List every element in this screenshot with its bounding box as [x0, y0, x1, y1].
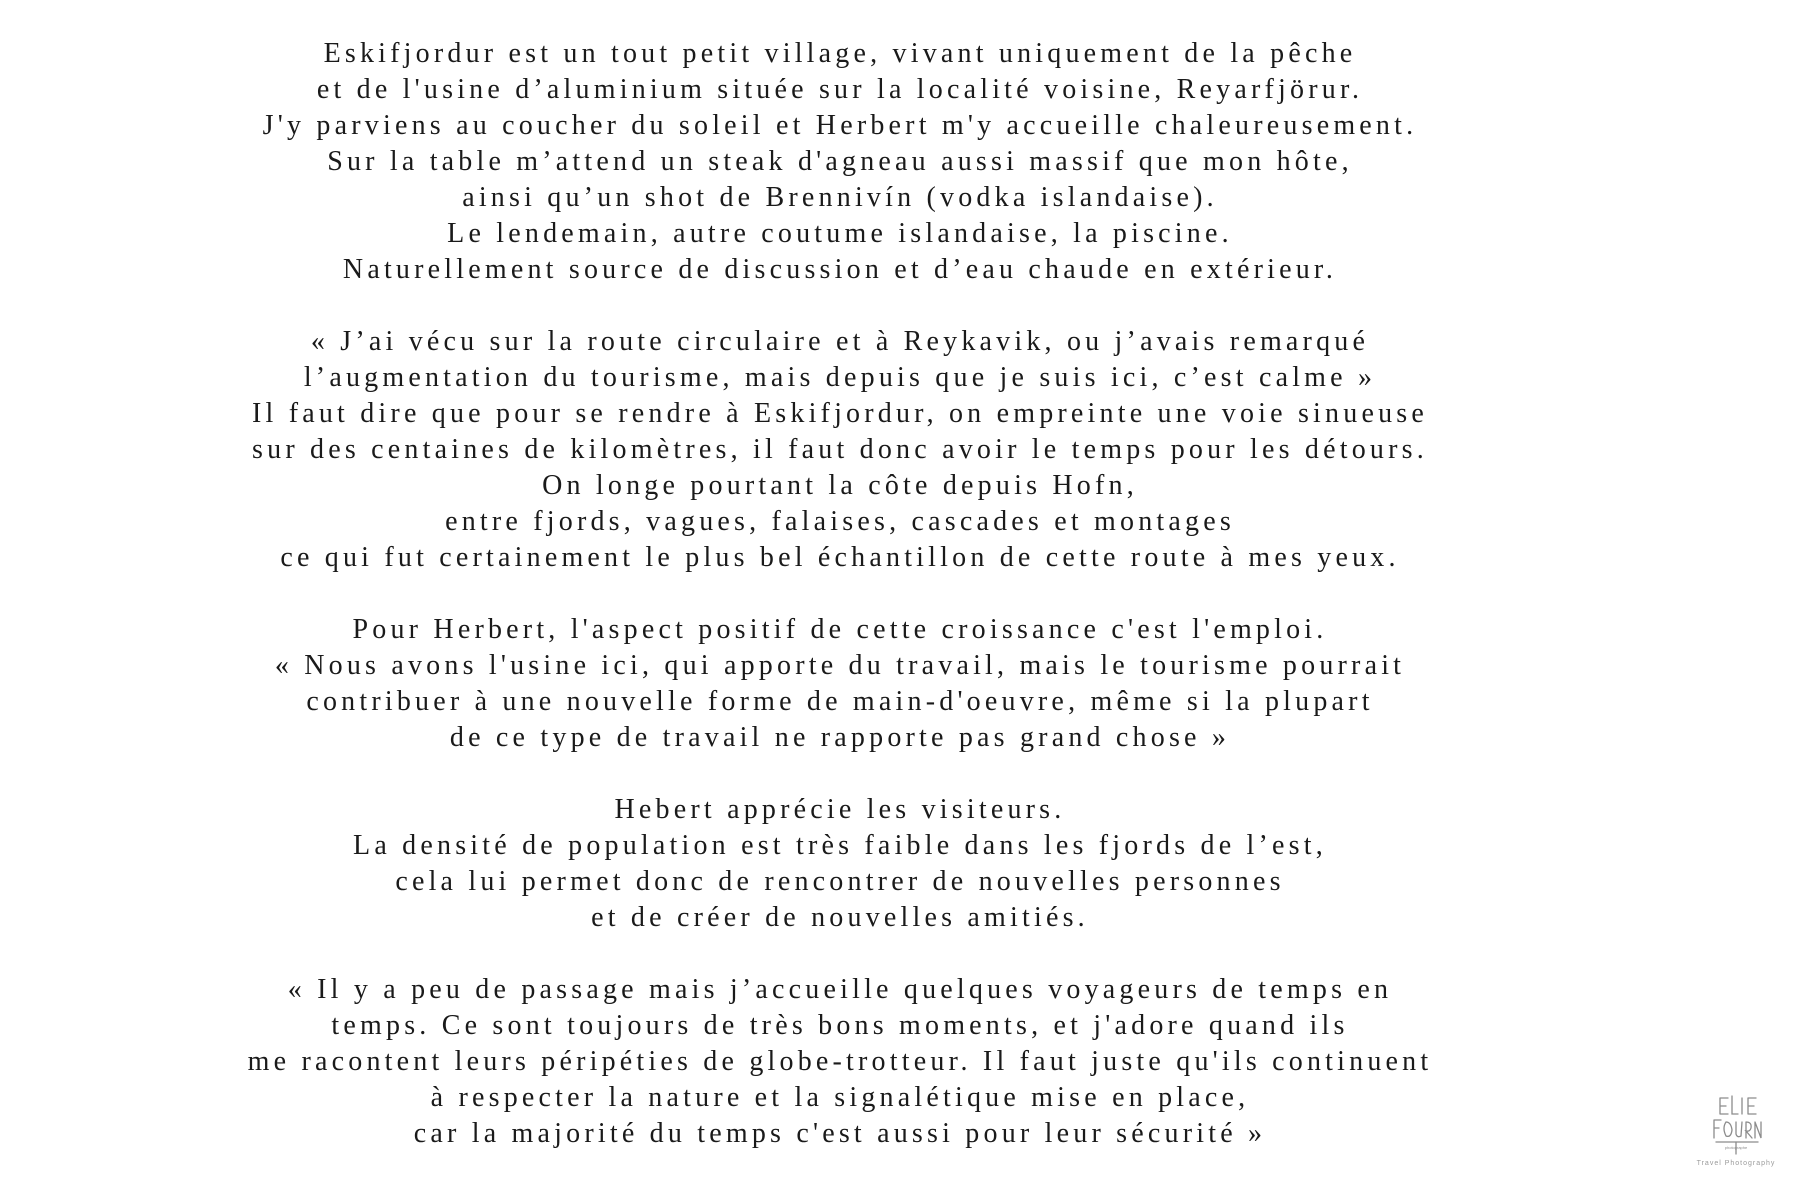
text-line: Pour Herbert, l'aspect positif de cette croissance c'est l'emploi.: [352, 614, 1328, 645]
paragraph-4: [130, 792, 1550, 936]
text-line: On longe pourtant la côte depuis Hofn,: [542, 470, 1138, 501]
text-line: l’augmentation du tourisme, mais depuis que je suis ici, c’est calme »: [303, 362, 1377, 393]
text-line: « Nous avons l'usine ici, qui apporte du travail, mais le tourisme pourrait: [274, 650, 1406, 681]
logo-subtext: photographe: [1724, 1145, 1748, 1150]
paragraph-5: [130, 972, 1550, 1152]
text-line: Le lendemain, autre coutume islandaise, la piscine.: [447, 218, 1233, 249]
paragraph-1: [130, 36, 1550, 288]
text-line: Sur la table m’attend un steak d'agneau aussi massif que mon hôte,: [327, 146, 1353, 177]
text-line: « Il y a peu de passage mais j’accueille quelques voyageurs de temps en: [287, 974, 1393, 1005]
text-line: de ce type de travail ne rapporte pas grand chose »: [449, 722, 1231, 753]
text-line: me racontent leurs péripéties de globe-trotteur. Il faut juste qu'ils continuent: [247, 1046, 1433, 1077]
text-line: Naturellement source de discussion et d’eau chaude en extérieur.: [342, 254, 1338, 285]
text-line: sur des centaines de kilomètres, il faut donc avoir le temps pour les détours.: [252, 434, 1428, 465]
text-line: entre fjords, vagues, falaises, cascades et montages: [445, 506, 1235, 537]
text-line: La densité de population est très faible dans les fjords de l’est,: [353, 830, 1327, 861]
paragraph-gap: [130, 756, 1550, 792]
text-line: temps. Ce sont toujours de très bons moments, et j'adore quand ils: [331, 1010, 1349, 1041]
article-text: [130, 36, 1550, 1152]
text-line: à respecter la nature et la signalétique mise en place,: [430, 1082, 1250, 1113]
text-line: et de l'usine d’aluminium située sur la localité voisine, Reyarfjörur.: [316, 74, 1364, 105]
photographer-logo: [1688, 1092, 1784, 1180]
text-line: « J’ai vécu sur la route circulaire et à Reykavik, ou j’avais remarqué: [310, 326, 1370, 357]
paragraph-gap: [130, 576, 1550, 612]
text-line: et de créer de nouvelles amitiés.: [591, 902, 1089, 933]
text-line: J'y parviens au coucher du soleil et Herbert m'y accueille chaleureusement.: [262, 110, 1418, 141]
text-line: contribuer à une nouvelle forme de main-d'oeuvre, même si la plupart: [306, 686, 1374, 717]
text-line: Hebert apprécie les visiteurs.: [614, 794, 1066, 825]
paragraph-gap: [130, 288, 1550, 324]
text-line: cela lui permet donc de rencontrer de nouvelles personnes: [395, 866, 1285, 897]
text-line: ce qui fut certainement le plus bel échantillon de cette route à mes yeux.: [280, 542, 1400, 573]
text-line: Eskifjordur est un tout petit village, vivant uniquement de la pêche: [323, 38, 1357, 69]
text-line: Il faut dire que pour se rendre à Eskifjordur, on empreinte une voie sinueuse: [252, 398, 1428, 429]
logo-caption: Travel Photography: [1696, 1160, 1776, 1167]
paragraph-2: [130, 324, 1550, 576]
text-line: car la majorité du temps c'est aussi pour leur sécurité »: [413, 1118, 1267, 1149]
signature-logo-icon: [1706, 1092, 1766, 1158]
paragraph-gap: [130, 936, 1550, 972]
text-line: ainsi qu’un shot de Brennivín (vodka islandaise).: [462, 182, 1218, 213]
paragraph-3: [130, 612, 1550, 756]
